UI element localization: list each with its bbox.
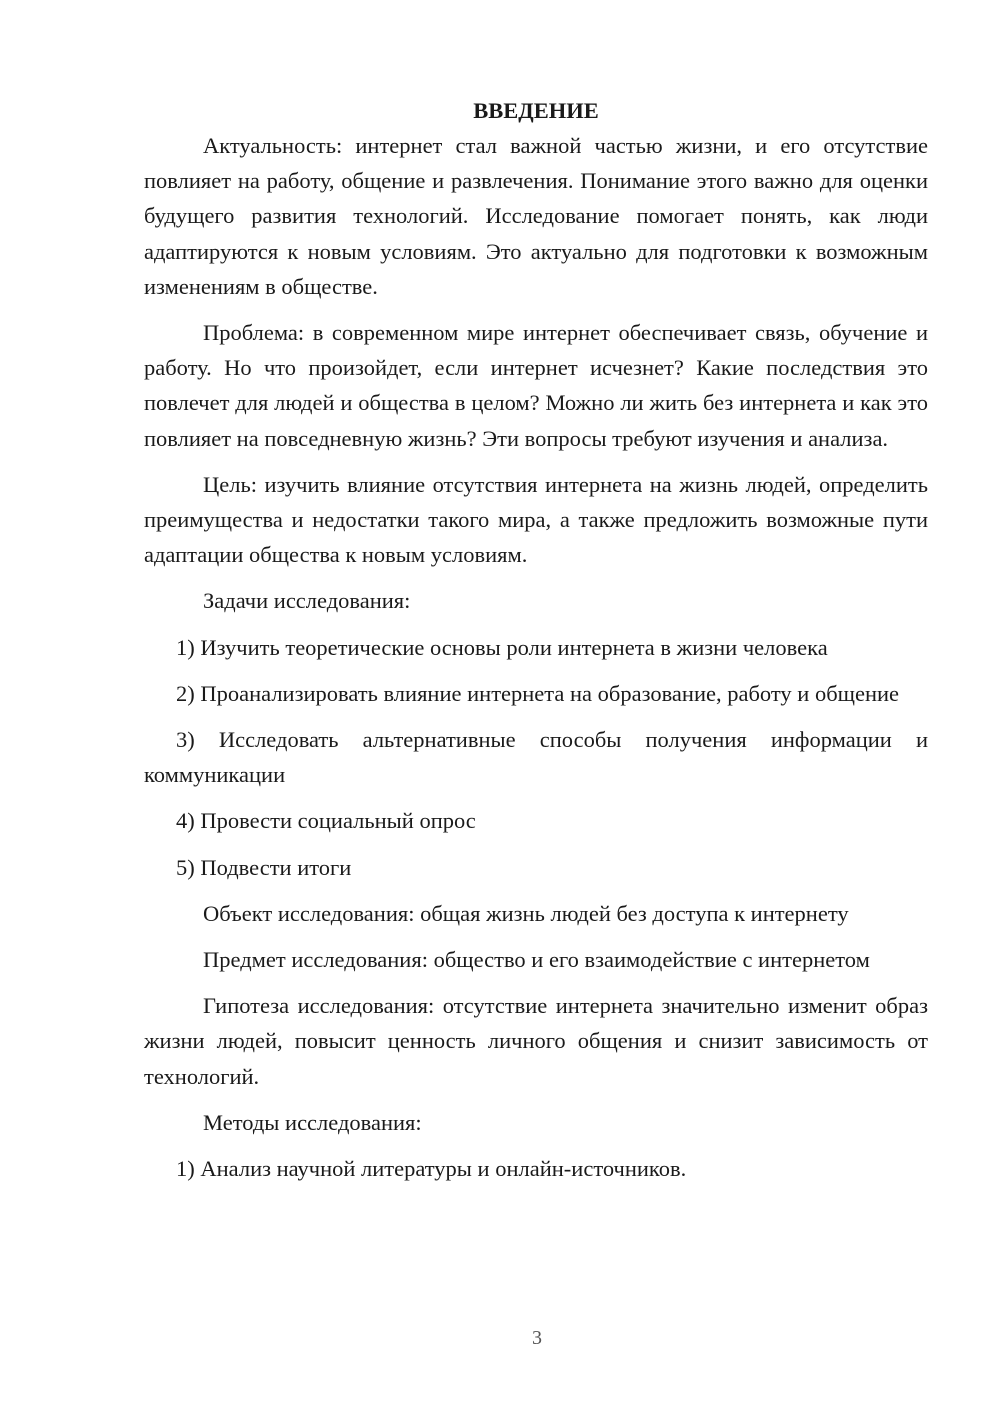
- task-item-2: 2) Проанализировать влияние интернета на образование, работу и общение: [176, 680, 900, 706]
- section-heading: ВВЕДЕНИЕ: [473, 98, 599, 123]
- hypothesis-paragraph: Гипотеза исследования: отсутствие интернета значительно изменит образ жизни людей, повысит ценность личного общения и снизит зависимость от технологий.: [144, 993, 928, 1089]
- task-item-1: 1) Изучить теоретические основы роли интернета в жизни человека: [176, 634, 828, 660]
- task-item-4: 4) Провести социальный опрос: [176, 808, 476, 834]
- methods-heading: Методы исследования:: [203, 1109, 422, 1135]
- goal-paragraph: Цель: изучить влияние отсутствия интернета на жизнь людей, определить преимущества и недостатки такого мира, а также предложить возможные пути адаптации общества к новым условиям.: [144, 471, 928, 568]
- page-number: 3: [532, 1327, 542, 1349]
- relevance-paragraph: Актуальность: интернет стал важной частью жизни, и его отсутствие повлияет на работу, общение и развлечения. Понимание этого важно для оценки будущего развития технологий. Исследование помогает понять, как люди адаптируются к новым условиям. Это актуально для подготовки к возможным изменениям в обществе.: [144, 133, 928, 299]
- object-paragraph: Объект исследования: общая жизнь людей без доступа к интернету: [203, 900, 849, 926]
- task-item-5: 5) Подвести итоги: [176, 854, 352, 880]
- method-item-1: 1) Анализ научной литературы и онлайн-источников.: [176, 1156, 687, 1182]
- tasks-heading: Задачи исследования:: [203, 588, 411, 614]
- subject-paragraph: Предмет исследования: общество и его взаимодействие с интернетом: [203, 947, 870, 973]
- task-item-3: 3) Исследовать альтернативные способы получения информации и коммуникации: [144, 727, 928, 788]
- problem-paragraph: Проблема: в современном мире интернет обеспечивает связь, обучение и работу. Но что произойдет, если интернет исчезнет? Какие последствия это повлечет для людей и общества в целом? Можно ли жить без интернета и как это повлияет на повседневную жизнь? Эти вопросы требуют изучения и анализа.: [144, 320, 928, 451]
- page-content: [144, 93, 928, 1197]
